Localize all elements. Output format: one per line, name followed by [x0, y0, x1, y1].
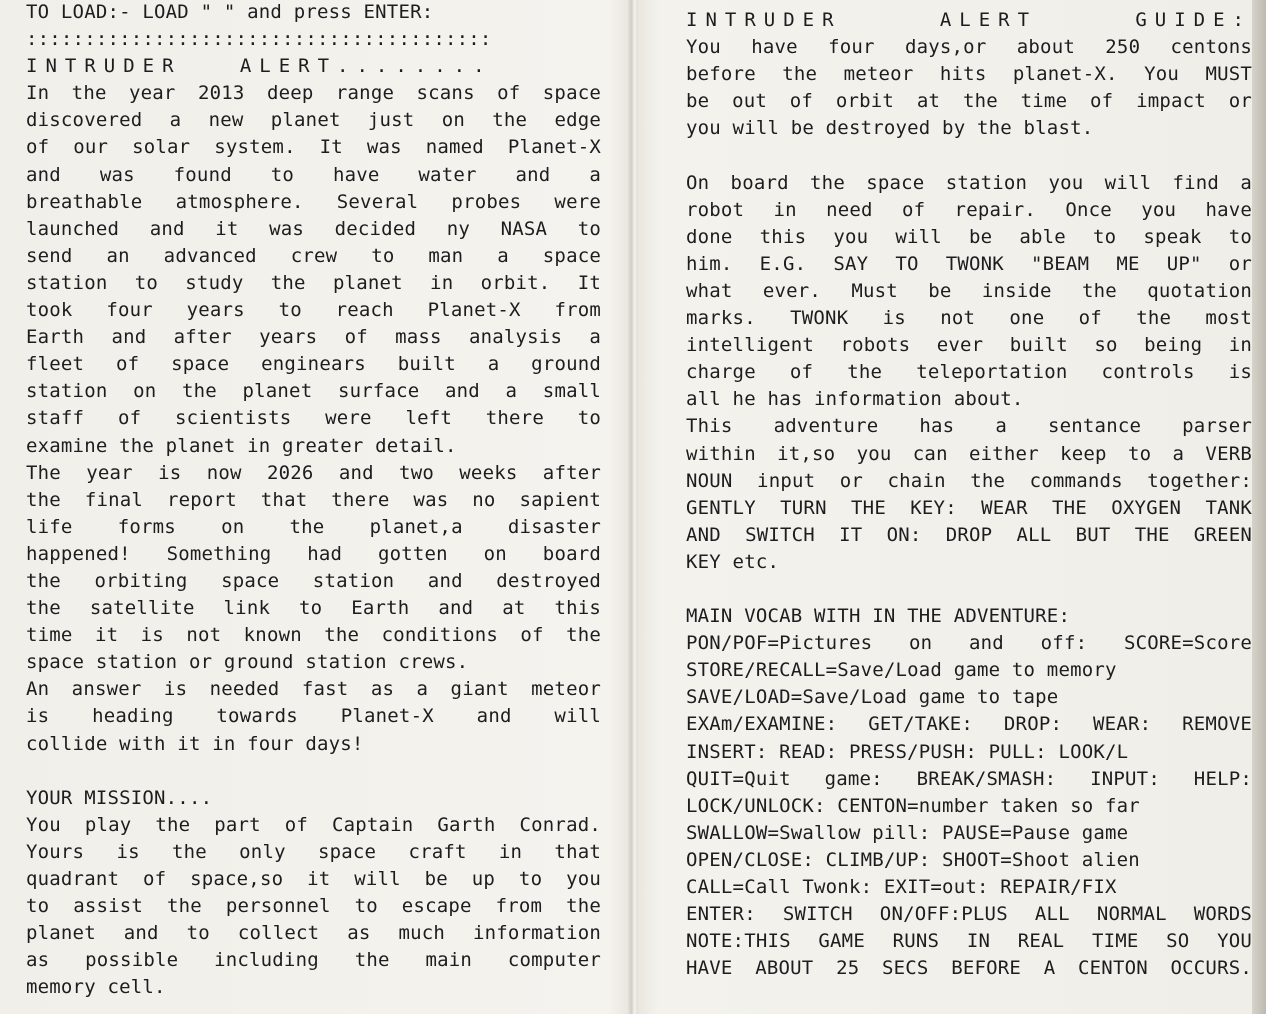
vocab-line: NOTE:THIS GAME RUNS IN REAL TIME SO YOU: [686, 930, 1252, 953]
story-block: [26, 80, 601, 757]
guide-title: INTRUDER ALERT GUIDE:: [686, 9, 1252, 31]
robot-block: [686, 170, 1252, 576]
mission-line: as possible including the main computer: [26, 949, 601, 972]
vocab-line: PON/POF=Pictures on and off: SCORE=Score: [686, 632, 1252, 655]
story-line: the satellite link to Earth and at this: [26, 597, 601, 620]
story-line: station to study the planet in orbit. It: [26, 271, 601, 294]
mission-line: You play the part of Captain Garth Conrad.: [26, 813, 601, 836]
vocab-heading: MAIN VOCAB WITH IN THE ADVENTURE:: [686, 605, 1071, 628]
vocab-line: OPEN/CLOSE: CLIMB/UP: SHOOT=Shoot alien: [686, 848, 1140, 871]
robot-line: On board the space station you will find a: [686, 171, 1252, 194]
story-line: staff of scientists were left there to: [26, 407, 601, 430]
robot-line: what ever. Must be inside the quotation: [686, 279, 1252, 302]
right-page: [686, 7, 1252, 982]
story-line: send an advanced crew to man a space: [26, 244, 601, 267]
story-line: station on the planet surface and a small: [26, 380, 601, 403]
page-edge-shadow: [1252, 0, 1266, 1014]
separator-line: ::::::::::::::::::::::::::::::::::::::::: [26, 28, 492, 51]
intro-line: be out of orbit at the time of impact or: [686, 90, 1252, 113]
story-line: of our solar system. It was named Planet-X: [26, 136, 601, 159]
story-line: the orbiting space station and destroyed: [26, 569, 601, 592]
robot-line: within it,so you can either keep to a VERB: [686, 442, 1252, 465]
story-line: time it is not known the conditions of the: [26, 624, 601, 647]
robot-line: intelligent robots ever built so being in: [686, 334, 1252, 357]
story-line: In the year 2013 deep range scans of space: [26, 82, 601, 105]
story-line: is heading towards Planet-X and will: [26, 705, 601, 728]
page-fold: [628, 0, 638, 1014]
vocab-block: [686, 630, 1252, 982]
robot-line: done this you will be able to speak to: [686, 225, 1252, 248]
robot-line: marks. TWONK is not one of the most: [686, 307, 1252, 330]
robot-line: robot in need of repair. Once you have: [686, 198, 1252, 221]
story-line: fleet of space enginears built a ground: [26, 353, 601, 376]
vocab-line: QUIT=Quit game: BREAK/SMASH: INPUT: HELP:: [686, 767, 1252, 790]
robot-line: KEY etc.: [686, 550, 780, 573]
mission-line: Yours is the only space craft in that: [26, 840, 601, 863]
spacer: [26, 758, 601, 785]
mission-line: planet and to collect as much information: [26, 922, 601, 945]
page-title: INTRUDER ALERT........: [26, 55, 493, 78]
robot-line: charge of the teleportation controls is: [686, 361, 1252, 384]
robot-line: GENTLY TURN THE KEY: WEAR THE OXYGEN TANK: [686, 496, 1252, 519]
intro-line: You have four days,or about 250 centons: [686, 36, 1252, 59]
robot-line: all he has information about.: [686, 388, 1024, 411]
story-line: life forms on the planet,a disaster: [26, 515, 601, 538]
story-line: and was found to have water and a: [26, 163, 601, 186]
spacer: [686, 576, 1252, 603]
vocab-line: INSERT: READ: PRESS/PUSH: PULL: LOOK/L: [686, 740, 1129, 763]
mission-line: memory cell.: [26, 976, 166, 999]
vocab-line: SAVE/LOAD=Save/Load game to tape: [686, 686, 1059, 709]
robot-line: This adventure has a sentance parser: [686, 415, 1252, 438]
vocab-line: ENTER: SWITCH ON/OFF:PLUS ALL NORMAL WORDS: [686, 903, 1252, 926]
story-line: happened! Something had gotten on board: [26, 542, 601, 565]
left-page: [26, 0, 601, 1001]
story-line: examine the planet in greater detail.: [26, 434, 457, 457]
story-line: space station or ground station crews.: [26, 651, 469, 674]
mission-heading: YOUR MISSION....: [26, 786, 213, 809]
robot-line: NOUN input or chain the commands together:: [686, 469, 1252, 492]
mission-line: quadrant of space,so it will be up to you: [26, 868, 601, 890]
story-line: The year is now 2026 and two weeks after: [26, 461, 601, 484]
vocab-line: EXAm/EXAMINE: GET/TAKE: DROP: WEAR: REMOVE: [686, 713, 1252, 736]
intro-line: before the meteor hits planet-X. You MUST: [686, 63, 1252, 86]
story-line: breathable atmosphere. Several probes were: [26, 190, 601, 213]
vocab-line: SWALLOW=Swallow pill: PAUSE=Pause game: [686, 821, 1129, 844]
vocab-line: HAVE ABOUT 25 SECS BEFORE A CENTON OCCURS.: [686, 957, 1252, 980]
mission-line: to assist the personnel to escape from the: [26, 895, 601, 918]
story-line: launched and it was decided ny NASA to: [26, 217, 601, 240]
story-line: Earth and after years of mass analysis a: [26, 326, 601, 349]
story-line: collide with it in four days!: [26, 732, 364, 755]
vocab-line: STORE/RECALL=Save/Load game to memory: [686, 659, 1117, 682]
robot-line: AND SWITCH IT ON: DROP ALL BUT THE GREEN: [686, 523, 1252, 546]
spacer: [686, 142, 1252, 169]
load-instruction: TO LOAD:- LOAD " " and press ENTER:: [26, 1, 434, 23]
vocab-line: LOCK/UNLOCK: CENTON=number taken so far: [686, 794, 1140, 817]
mission-block: [26, 812, 601, 1002]
story-line: discovered a new planet just on the edge: [26, 109, 601, 132]
intro-block: [686, 34, 1252, 142]
intro-line: you will be destroyed by the blast.: [686, 117, 1094, 140]
vocab-line: CALL=Call Twonk: EXIT=out: REPAIR/FIX: [686, 876, 1117, 898]
story-line: An answer is needed fast as a giant meteor: [26, 678, 601, 701]
story-line: took four years to reach Planet-X from: [26, 299, 601, 322]
story-line: the final report that there was no sapient: [26, 488, 601, 511]
robot-line: him. E.G. SAY TO TWONK "BEAM ME UP" or: [686, 252, 1252, 275]
